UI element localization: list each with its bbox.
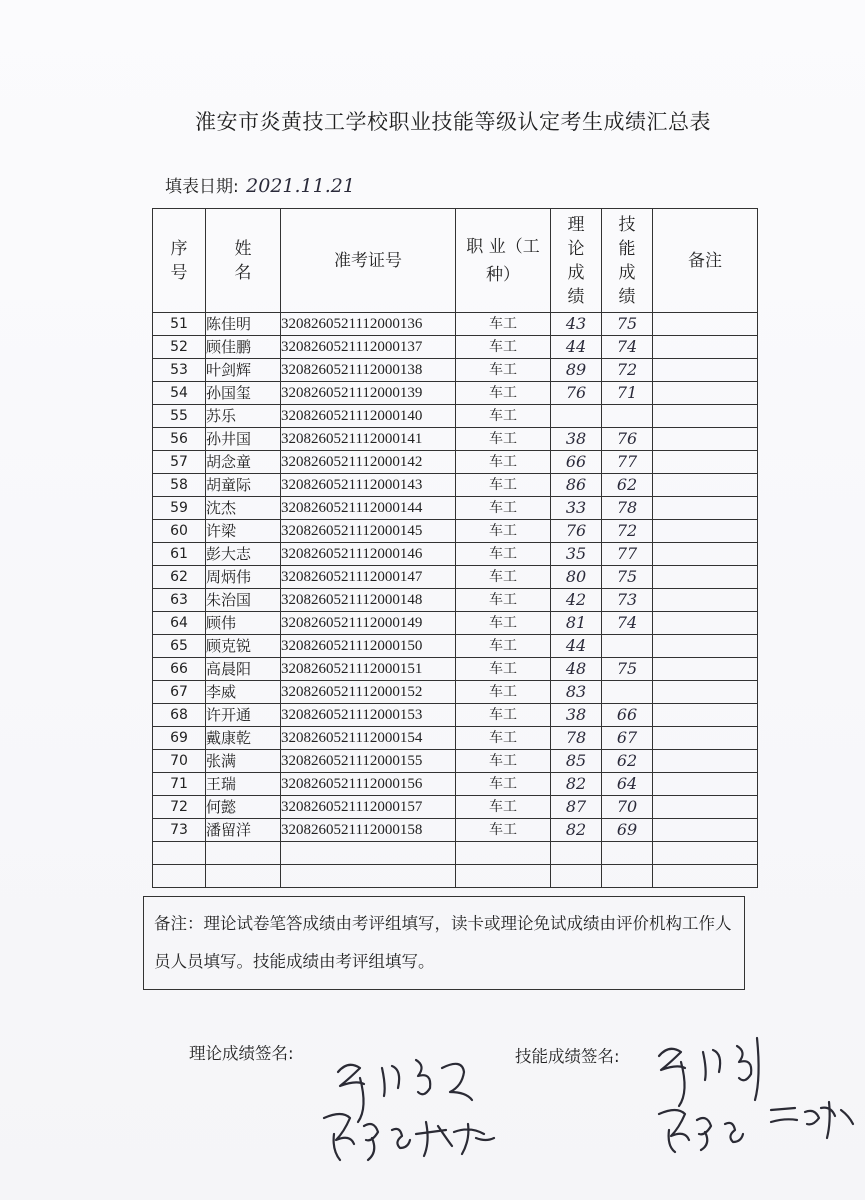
theory-score [551, 865, 602, 888]
job-type: 车工 [456, 612, 551, 635]
row-number: 65 [153, 635, 206, 658]
remark-cell [653, 451, 758, 474]
theory-score: 78 [551, 727, 602, 750]
note-text: 备注：理论试卷笔答成绩由考评组填写，读卡或理论免试成绩由评价机构工作人员人员填写。技能成绩由考评组填写。 [154, 914, 732, 971]
exam-id: 3208260521112000153 [281, 704, 456, 727]
remark-cell [653, 750, 758, 773]
theory-score: 80 [551, 566, 602, 589]
header-remark: 备注 [653, 209, 758, 313]
skill-score: 77 [602, 543, 653, 566]
skill-score: 72 [602, 359, 653, 382]
row-number: 56 [153, 428, 206, 451]
exam-id: 3208260521112000150 [281, 635, 456, 658]
remark-cell [653, 635, 758, 658]
theory-score: 48 [551, 658, 602, 681]
exam-id: 3208260521112000136 [281, 313, 456, 336]
skill-score: 69 [602, 819, 653, 842]
job-type: 车工 [456, 773, 551, 796]
remark-cell [653, 359, 758, 382]
table-header-row [153, 209, 758, 313]
header-exam-id: 准考证号 [281, 209, 456, 313]
row-number: 61 [153, 543, 206, 566]
header-theory-score: 理论成绩 [551, 209, 602, 313]
skill-score: 75 [602, 566, 653, 589]
table-row [153, 405, 758, 428]
student-name: 沈杰 [206, 497, 281, 520]
job-type: 车工 [456, 750, 551, 773]
exam-id: 3208260521112000143 [281, 474, 456, 497]
student-name: 张满 [206, 750, 281, 773]
student-name: 孙国玺 [206, 382, 281, 405]
theory-score: 82 [551, 819, 602, 842]
table-row [153, 566, 758, 589]
table-row [153, 451, 758, 474]
job-type: 车工 [456, 635, 551, 658]
theory-score: 44 [551, 336, 602, 359]
table-row [153, 382, 758, 405]
theory-score: 76 [551, 520, 602, 543]
row-number: 52 [153, 336, 206, 359]
job-type: 车工 [456, 520, 551, 543]
skill-score [602, 405, 653, 428]
job-type [456, 842, 551, 865]
table-row [153, 842, 758, 865]
job-type: 车工 [456, 405, 551, 428]
theory-score: 42 [551, 589, 602, 612]
remark-cell [653, 612, 758, 635]
skill-score: 76 [602, 428, 653, 451]
table-row [153, 359, 758, 382]
table-row [153, 428, 758, 451]
remark-cell [653, 428, 758, 451]
student-name: 胡童际 [206, 474, 281, 497]
student-name: 苏乐 [206, 405, 281, 428]
skill-score: 72 [602, 520, 653, 543]
row-number: 58 [153, 474, 206, 497]
student-name: 许开通 [206, 704, 281, 727]
skill-score: 62 [602, 750, 653, 773]
job-type: 车工 [456, 474, 551, 497]
exam-id: 3208260521112000147 [281, 566, 456, 589]
table-row [153, 796, 758, 819]
remark-cell [653, 865, 758, 888]
remark-cell [653, 520, 758, 543]
skill-score: 67 [602, 727, 653, 750]
exam-id: 3208260521112000144 [281, 497, 456, 520]
row-number: 72 [153, 796, 206, 819]
job-type [456, 865, 551, 888]
skill-score: 78 [602, 497, 653, 520]
job-type: 车工 [456, 428, 551, 451]
student-name: 朱治国 [206, 589, 281, 612]
row-number: 66 [153, 658, 206, 681]
student-name: 王瑞 [206, 773, 281, 796]
exam-id: 3208260521112000151 [281, 658, 456, 681]
row-number: 71 [153, 773, 206, 796]
remark-cell [653, 474, 758, 497]
skill-score: 73 [602, 589, 653, 612]
note-box [143, 896, 745, 990]
header-no: 序号 [153, 209, 206, 313]
job-type: 车工 [456, 382, 551, 405]
job-type: 车工 [456, 658, 551, 681]
theory-score [551, 405, 602, 428]
theory-score: 89 [551, 359, 602, 382]
table-body [153, 313, 758, 888]
row-number: 59 [153, 497, 206, 520]
job-type: 车工 [456, 589, 551, 612]
theory-score: 35 [551, 543, 602, 566]
job-type: 车工 [456, 543, 551, 566]
table-row [153, 520, 758, 543]
job-type: 车工 [456, 336, 551, 359]
theory-score [551, 842, 602, 865]
row-number: 67 [153, 681, 206, 704]
theory-score: 85 [551, 750, 602, 773]
remark-cell [653, 543, 758, 566]
skill-score [602, 635, 653, 658]
table-row [153, 497, 758, 520]
skill-score: 70 [602, 796, 653, 819]
student-name: 陈佳明 [206, 313, 281, 336]
exam-id: 3208260521112000145 [281, 520, 456, 543]
student-name [206, 865, 281, 888]
fill-date-row [165, 172, 355, 197]
skill-score [602, 865, 653, 888]
job-type: 车工 [456, 497, 551, 520]
theory-score: 83 [551, 681, 602, 704]
student-name: 高晨阳 [206, 658, 281, 681]
exam-id: 3208260521112000139 [281, 382, 456, 405]
table-row [153, 336, 758, 359]
remark-cell [653, 405, 758, 428]
row-number [153, 865, 206, 888]
student-name: 顾伟 [206, 612, 281, 635]
student-name: 顾克锐 [206, 635, 281, 658]
student-name: 何懿 [206, 796, 281, 819]
student-name: 胡念童 [206, 451, 281, 474]
theory-handwritten-signature [320, 1038, 510, 1178]
theory-score: 44 [551, 635, 602, 658]
row-number [153, 842, 206, 865]
row-number: 69 [153, 727, 206, 750]
table-row [153, 635, 758, 658]
job-type: 车工 [456, 704, 551, 727]
remark-cell [653, 796, 758, 819]
skill-score [602, 842, 653, 865]
row-number: 53 [153, 359, 206, 382]
fill-date-label: 填表日期: [165, 177, 239, 197]
skill-score: 75 [602, 313, 653, 336]
row-number: 68 [153, 704, 206, 727]
student-name: 孙井国 [206, 428, 281, 451]
header-name: 姓名 [206, 209, 281, 313]
theory-score: 66 [551, 451, 602, 474]
row-number: 51 [153, 313, 206, 336]
score-table [152, 208, 758, 888]
header-skill-score: 技能成绩 [602, 209, 653, 313]
exam-id [281, 865, 456, 888]
table-row [153, 704, 758, 727]
table-row [153, 865, 758, 888]
table-row [153, 612, 758, 635]
remark-cell [653, 336, 758, 359]
theory-score: 87 [551, 796, 602, 819]
remark-cell [653, 313, 758, 336]
exam-id: 3208260521112000154 [281, 727, 456, 750]
student-name: 彭大志 [206, 543, 281, 566]
table-row [153, 750, 758, 773]
skill-score: 74 [602, 336, 653, 359]
skill-score: 66 [602, 704, 653, 727]
exam-id: 3208260521112000149 [281, 612, 456, 635]
theory-score: 81 [551, 612, 602, 635]
skill-score: 74 [602, 612, 653, 635]
table-row [153, 474, 758, 497]
remark-cell [653, 842, 758, 865]
table-row [153, 727, 758, 750]
row-number: 62 [153, 566, 206, 589]
student-name: 许梁 [206, 520, 281, 543]
remark-cell [653, 704, 758, 727]
remark-cell [653, 497, 758, 520]
table-row [153, 589, 758, 612]
student-name: 戴康乾 [206, 727, 281, 750]
theory-score: 38 [551, 704, 602, 727]
theory-score: 43 [551, 313, 602, 336]
skill-signature-label: 技能成绩签名: [515, 1047, 620, 1066]
exam-id: 3208260521112000138 [281, 359, 456, 382]
remark-cell [653, 819, 758, 842]
job-type: 车工 [456, 313, 551, 336]
skill-score [602, 681, 653, 704]
job-type: 车工 [456, 359, 551, 382]
row-number: 60 [153, 520, 206, 543]
student-name: 顾佳鹏 [206, 336, 281, 359]
row-number: 63 [153, 589, 206, 612]
remark-cell [653, 658, 758, 681]
remark-cell [653, 727, 758, 750]
skill-score: 77 [602, 451, 653, 474]
student-name: 李威 [206, 681, 281, 704]
exam-id: 3208260521112000142 [281, 451, 456, 474]
job-type: 车工 [456, 451, 551, 474]
theory-score: 86 [551, 474, 602, 497]
exam-id: 3208260521112000158 [281, 819, 456, 842]
job-type: 车工 [456, 566, 551, 589]
student-name: 周炳伟 [206, 566, 281, 589]
table-row [153, 658, 758, 681]
row-number: 55 [153, 405, 206, 428]
theory-score: 76 [551, 382, 602, 405]
student-name: 潘留洋 [206, 819, 281, 842]
row-number: 57 [153, 451, 206, 474]
row-number: 70 [153, 750, 206, 773]
remark-cell [653, 773, 758, 796]
exam-id: 3208260521112000140 [281, 405, 456, 428]
row-number: 54 [153, 382, 206, 405]
table-row [153, 681, 758, 704]
job-type: 车工 [456, 819, 551, 842]
theory-score: 38 [551, 428, 602, 451]
exam-id: 3208260521112000148 [281, 589, 456, 612]
theory-signature-label: 理论成绩签名: [189, 1044, 294, 1063]
remark-cell [653, 681, 758, 704]
skill-score: 62 [602, 474, 653, 497]
exam-id: 3208260521112000146 [281, 543, 456, 566]
fill-date-value: 2021.11.21 [246, 175, 355, 197]
skill-score: 71 [602, 382, 653, 405]
skill-score: 75 [602, 658, 653, 681]
row-number: 64 [153, 612, 206, 635]
table-row [153, 819, 758, 842]
remark-cell [653, 382, 758, 405]
theory-score: 82 [551, 773, 602, 796]
job-type: 车工 [456, 796, 551, 819]
exam-id: 3208260521112000141 [281, 428, 456, 451]
document-title: 淮安市炎黄技工学校职业技能等级认定考生成绩汇总表 [195, 110, 711, 134]
header-job: 职 业（工种） [456, 209, 551, 313]
remark-cell [653, 566, 758, 589]
exam-id [281, 842, 456, 865]
table-row [153, 313, 758, 336]
exam-id: 3208260521112000157 [281, 796, 456, 819]
remark-cell [653, 589, 758, 612]
exam-id: 3208260521112000156 [281, 773, 456, 796]
exam-id: 3208260521112000137 [281, 336, 456, 359]
exam-id: 3208260521112000155 [281, 750, 456, 773]
row-number: 73 [153, 819, 206, 842]
table-row [153, 773, 758, 796]
skill-handwritten-signature [645, 1032, 860, 1167]
student-name: 叶剑辉 [206, 359, 281, 382]
table-row [153, 543, 758, 566]
job-type: 车工 [456, 727, 551, 750]
job-type: 车工 [456, 681, 551, 704]
skill-score: 64 [602, 773, 653, 796]
theory-score: 33 [551, 497, 602, 520]
student-name [206, 842, 281, 865]
exam-id: 3208260521112000152 [281, 681, 456, 704]
